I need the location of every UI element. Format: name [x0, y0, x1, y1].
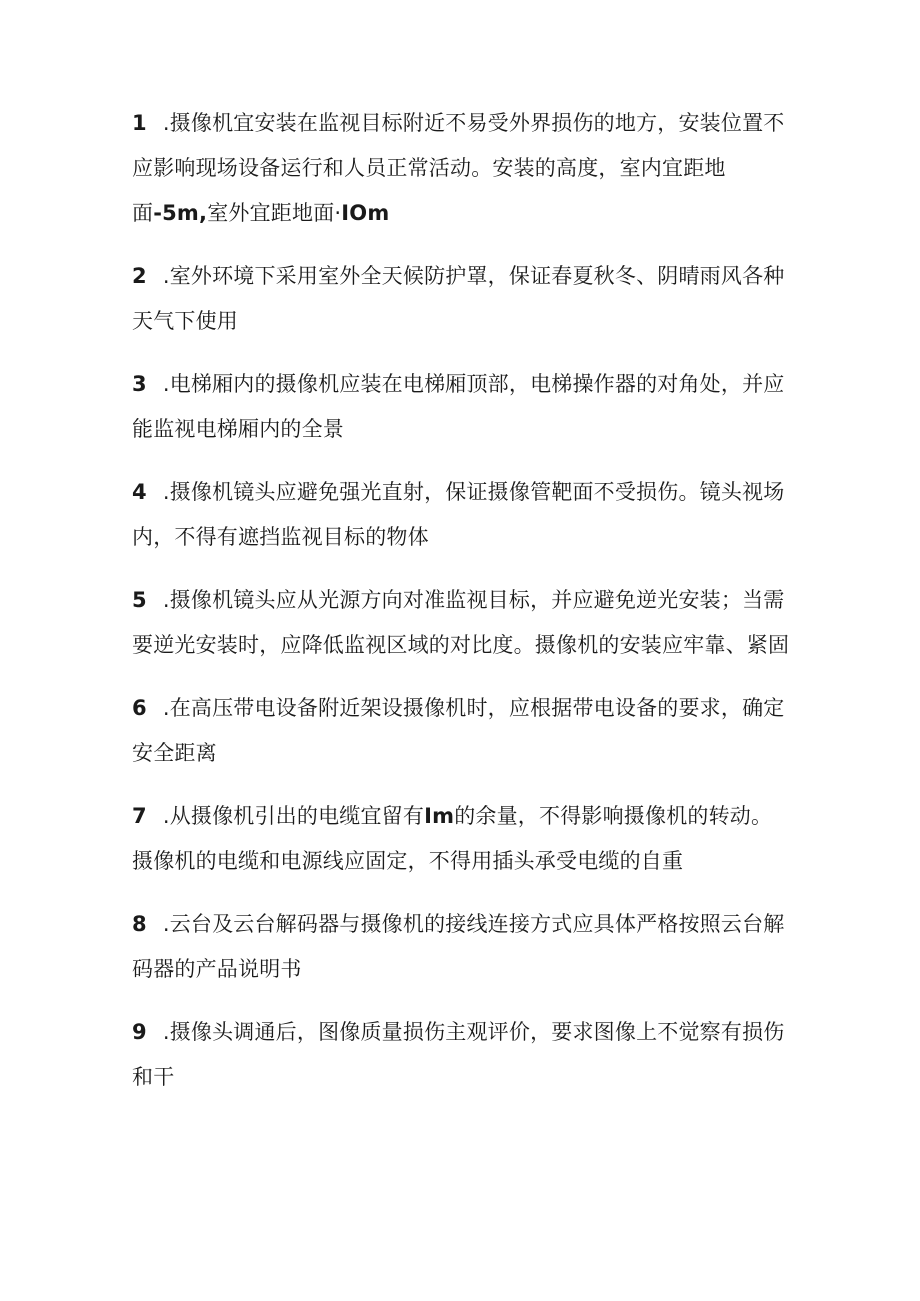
item-text: .室外环境下采用室外全天候防护罩，保证春夏秋冬、阴晴雨风各种天气下使用	[132, 264, 785, 333]
item-number: 9	[132, 1020, 147, 1044]
item-text: .从摄像机引出的电缆宜留有	[162, 804, 425, 828]
list-item	[132, 1010, 792, 1100]
item-text: .摄像机镜头应从光源方向对准监视目标，并应避免逆光安装；当需要逆光安装时，应降低监视区域的对比度。摄像机的安装应牢靠、紧固	[132, 588, 790, 657]
item-text: .摄像机镜头应避免强光直射，保证摄像管靶面不受损伤。镜头视场内，不得有遮挡监视目标的物体	[132, 480, 785, 549]
item-number: 1	[132, 111, 147, 135]
item-text: Im	[424, 804, 455, 828]
item-text: -5m,	[153, 201, 208, 225]
item-text: .电梯厢内的摄像机应装在电梯厢顶部，电梯操作器的对角处，并应能监视电梯厢内的全景	[132, 372, 785, 441]
list-item	[132, 578, 792, 668]
list-item	[132, 794, 792, 884]
item-text: IOm	[341, 201, 390, 225]
item-number: 2	[132, 264, 147, 288]
item-number: 7	[132, 804, 147, 828]
item-number: 5	[132, 588, 147, 612]
list-item	[132, 470, 792, 560]
list-item	[132, 362, 792, 452]
item-number: 3	[132, 372, 147, 396]
list-item	[132, 101, 792, 236]
list-item	[132, 254, 792, 344]
item-text: .云台及云台解码器与摄像机的接线连接方式应具体严格按照云台解码器的产品说明书	[132, 912, 785, 981]
list-item	[132, 686, 792, 776]
item-text: ·	[334, 201, 342, 225]
item-text: .摄像机宜安装在监视目标附近不易受外界损伤的地方，安装位置不应影响现场设备运行和人员正常活动。安装的高度，室内宜距地面	[132, 111, 785, 225]
item-number: 8	[132, 912, 147, 936]
item-number: 4	[132, 480, 147, 504]
item-text: .摄像头调通后，图像质量损伤主观评价，要求图像上不觉察有损伤和干	[132, 1020, 785, 1089]
item-number: 6	[132, 696, 147, 720]
item-text: 室外宜距地面	[207, 201, 335, 225]
item-text: .在高压带电设备附近架设摄像机时，应根据带电设备的要求，确定安全距离	[132, 696, 785, 765]
item-text: 的余量，不得影响摄像机的转动。摄像机的电缆和电源线应固定，不得用插头承受电缆的自重	[132, 804, 773, 873]
list-item	[132, 902, 792, 992]
